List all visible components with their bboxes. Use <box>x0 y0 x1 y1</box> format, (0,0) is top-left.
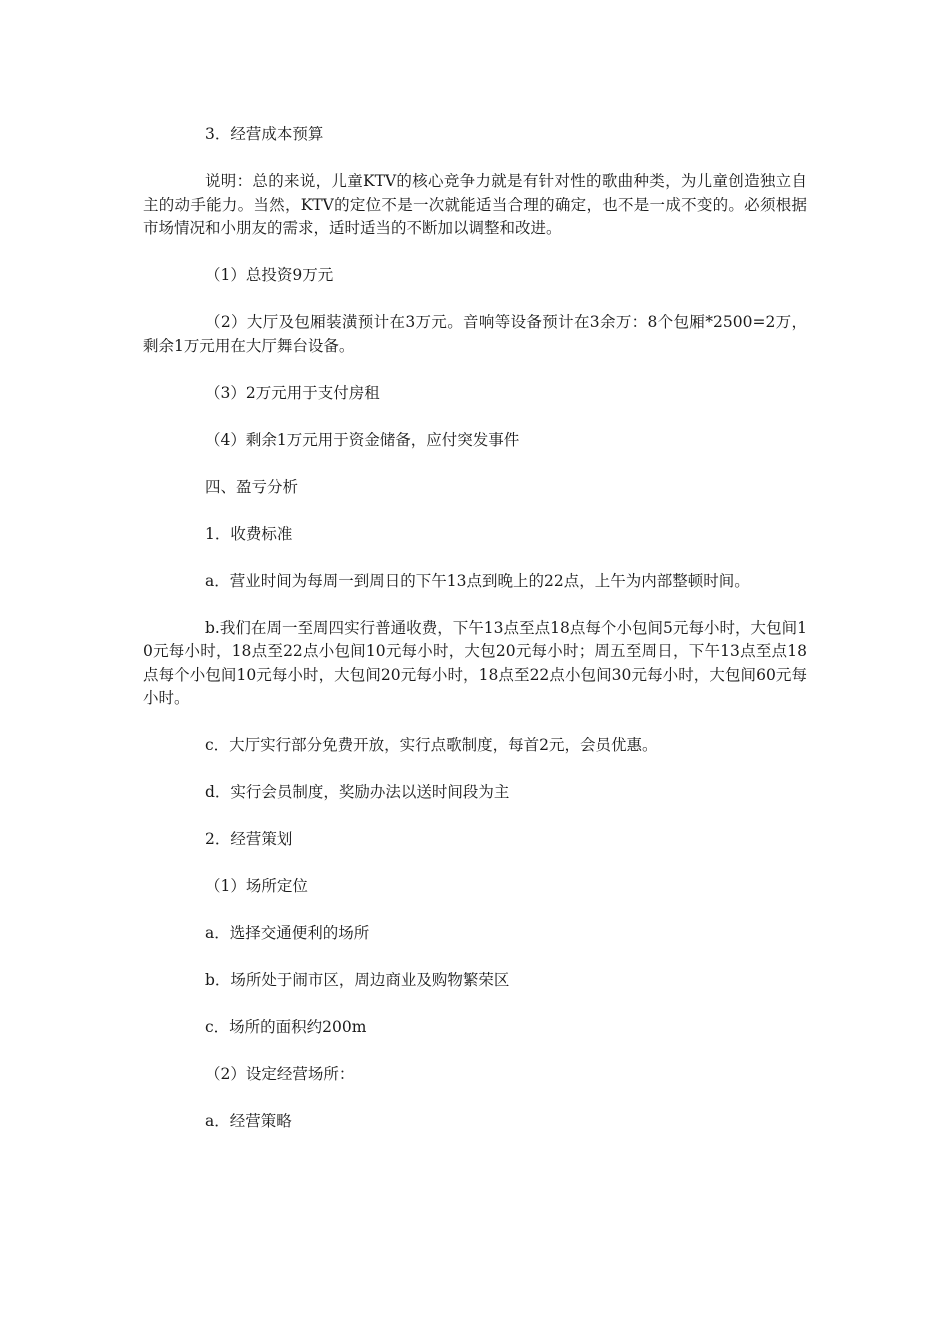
document-body <box>143 123 807 1157</box>
list-item-pricing: b.我们在周一至周四实行普通收费，下午13点至点18点每个小包间5元每小时，大包间10元每小时，18点至22点小包间10元每小时，大包20元每小时；周五至周日，下午13点至点18点每个小包间10元每小时，大包间20元每小时，18点至22点小包间30元每小时，大包间60元每小时。 <box>143 618 807 707</box>
list-item-transport: a．选择交通便利的场所 <box>205 924 370 942</box>
list-item-strategy: a．经营策略 <box>205 1112 292 1130</box>
list-item-hall-policy: c．大厅实行部分免费开放，实行点歌制度，每首2元，会员优惠。 <box>205 736 658 754</box>
list-item-set-venue: （2）设定经营场所： <box>205 1065 355 1083</box>
list-item-downtown: b．场所处于闹市区，周边商业及购物繁荣区 <box>205 971 510 989</box>
list-item-total-investment: （1）总投资9万元 <box>205 266 334 284</box>
paragraph-explanation: 说明：总的来说，儿童KTV的核心竞争力就是有针对性的歌曲种类，为儿童创造独立自主的动手能力。当然，KTV的定位不是一次就能适当合理的确定，也不是一成不变的。必须根据市场情况和小朋友的需求，适时适当的不断加以调整和改进。 <box>143 172 807 237</box>
list-item-membership: d．实行会员制度，奖励办法以送时间段为主 <box>205 783 510 801</box>
list-item-venue-positioning: （1）场所定位 <box>205 877 308 895</box>
list-item-reserve: （4）剩余1万元用于资金储备，应付突发事件 <box>205 430 520 449</box>
subheading-business-planning: 2．经营策划 <box>205 830 293 848</box>
section-heading-cost-budget: 3．经营成本预算 <box>205 125 324 143</box>
section-heading-profit-analysis: 四、盈亏分析 <box>205 477 299 496</box>
list-item-area: c．场所的面积约200m <box>205 1018 367 1036</box>
list-item-decoration-budget: （2）大厅及包厢装潢预计在3万元。音响等设备预计在3余万：8个包厢*2500=2万，剩余1万元用在大厅舞台设备。 <box>143 313 807 355</box>
list-item-business-hours: a．营业时间为每周一到周日的下午13点到晚上的22点，上午为内部整顿时间。 <box>205 571 750 590</box>
list-item-rent: （3）2万元用于支付房租 <box>205 383 380 402</box>
subheading-fee-standard: 1．收费标准 <box>205 524 293 543</box>
